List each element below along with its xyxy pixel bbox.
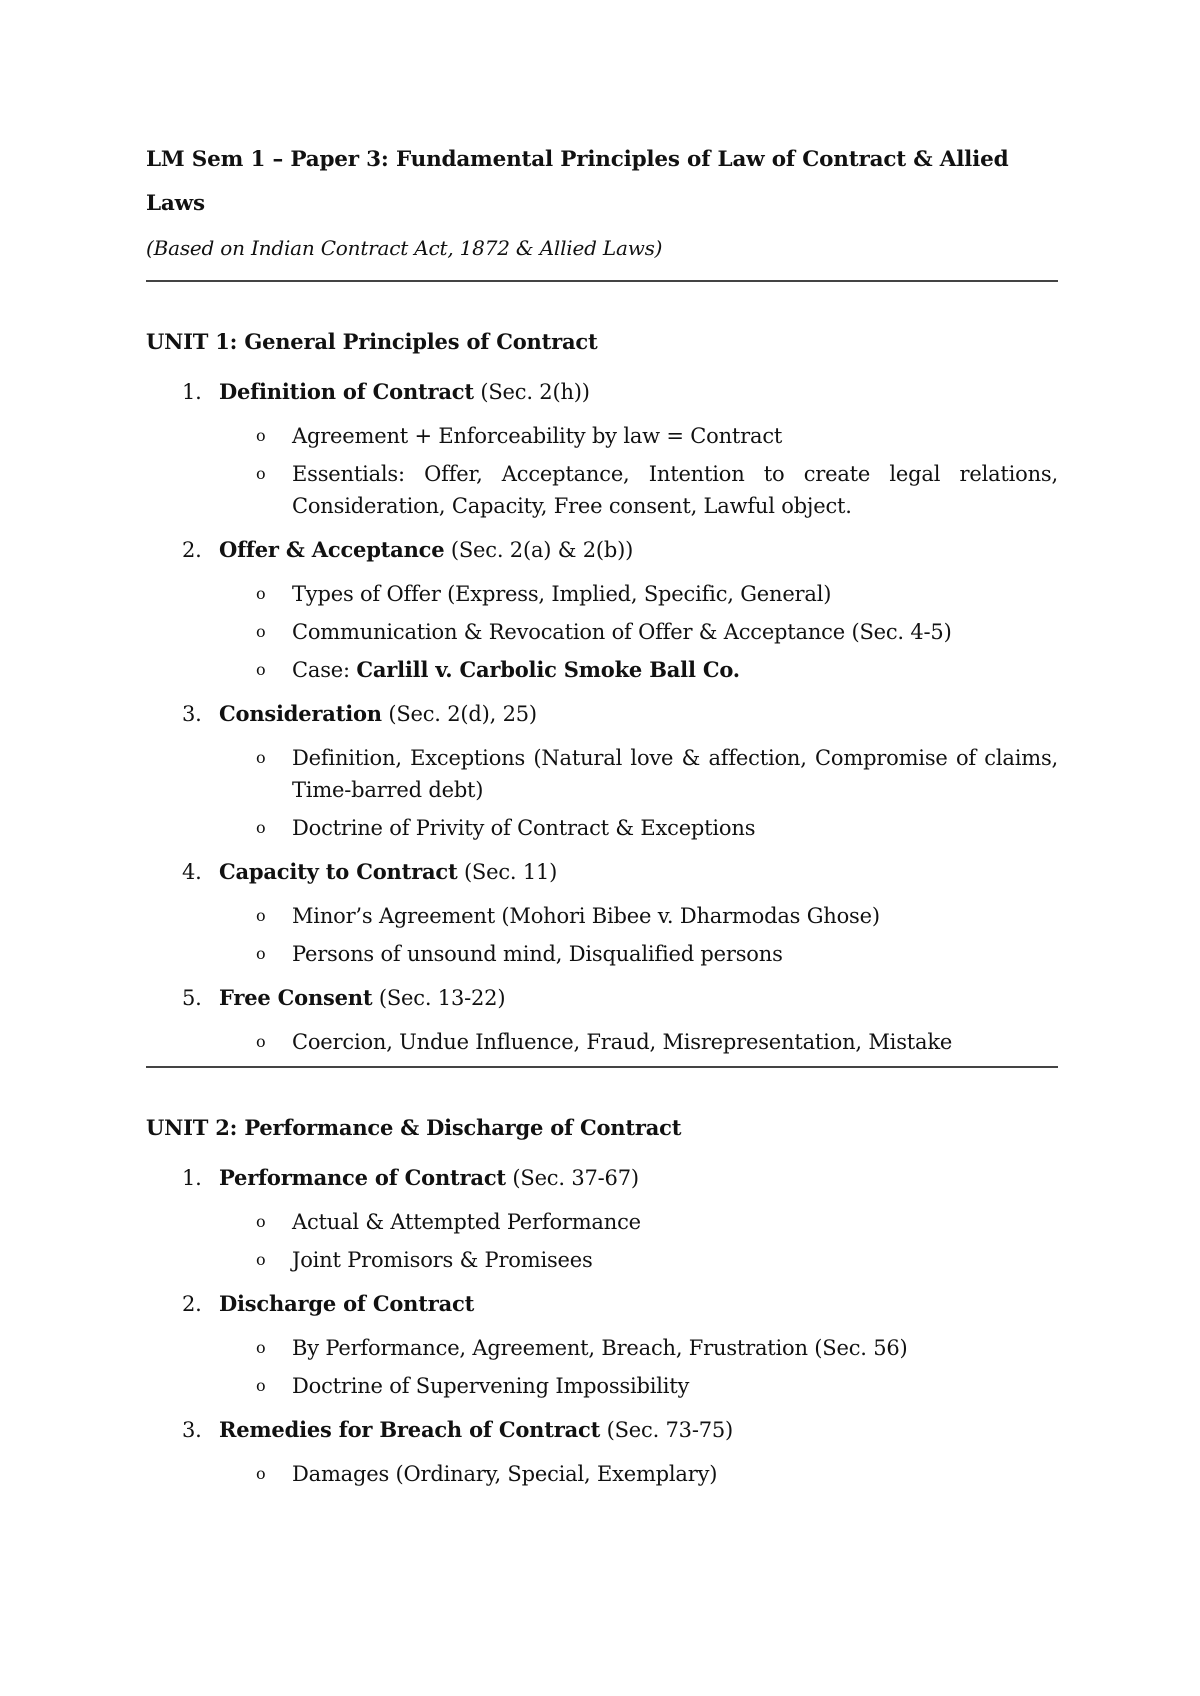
list-item	[146, 1282, 1058, 1326]
bullet-icon: o	[256, 1464, 266, 1483]
item-number: 3.	[182, 702, 202, 726]
item-number: 5.	[182, 986, 202, 1010]
sub-item-text: Definition, Exceptions (Natural love & affection, Compromise of claims, Time-barred debt)	[292, 746, 1058, 802]
unit-heading: UNIT 2: Performance & Discharge of Contract	[146, 1115, 682, 1140]
document-title: LM Sem 1 – Paper 3: Fundamental Principles of Law of Contract & Allied Laws	[146, 147, 1009, 216]
bullet-icon: o	[256, 464, 266, 483]
bullet-icon: o	[256, 1032, 266, 1051]
item-title: Performance of Contract	[219, 1165, 506, 1190]
list-item	[146, 976, 1058, 1020]
item-number: 1.	[182, 1166, 202, 1190]
list-item	[146, 528, 1058, 572]
item-number: 4.	[182, 860, 202, 884]
item-number: 1.	[182, 380, 202, 404]
bullet-icon: o	[256, 426, 266, 445]
list-item	[146, 1408, 1058, 1452]
bullet-icon: o	[256, 748, 266, 767]
item-title: Offer & Acceptance	[219, 537, 445, 562]
bullet-icon: o	[256, 906, 266, 925]
bullet-icon: o	[256, 944, 266, 963]
sub-item-text: Persons of unsound mind, Disqualified persons	[292, 942, 783, 966]
sub-item	[146, 458, 1058, 522]
sub-item	[146, 616, 1058, 648]
sub-item-text: Communication & Revocation of Offer & Acceptance (Sec. 4-5)	[292, 620, 952, 644]
document-page	[146, 138, 1058, 1496]
unit-heading: UNIT 1: General Principles of Contract	[146, 329, 598, 354]
item-section: (Sec. 11)	[457, 860, 558, 884]
item-number: 3.	[182, 1418, 202, 1442]
item-section: (Sec. 37-67)	[505, 1166, 639, 1190]
item-title: Discharge of Contract	[219, 1291, 475, 1316]
sub-item	[146, 938, 1058, 970]
bullet-icon: o	[256, 1250, 266, 1269]
sub-item-text: Doctrine of Supervening Impossibility	[292, 1374, 690, 1398]
sub-item-text: Coercion, Undue Influence, Fraud, Misrepresentation, Mistake	[292, 1030, 953, 1054]
sub-item-text: By Performance, Agreement, Breach, Frustration (Sec. 56)	[292, 1336, 908, 1360]
item-title: Consideration	[219, 701, 382, 726]
sub-item-text: Types of Offer (Express, Implied, Specific, General)	[292, 582, 832, 606]
sub-item	[146, 742, 1058, 806]
sub-item	[146, 654, 1058, 686]
bullet-icon: o	[256, 1212, 266, 1231]
sub-item-text: Agreement + Enforceability by law = Contract	[292, 424, 783, 448]
list-item	[146, 692, 1058, 736]
sub-item	[146, 420, 1058, 452]
sub-item	[146, 812, 1058, 844]
item-section: (Sec. 13-22)	[372, 986, 506, 1010]
sub-item	[146, 1332, 1058, 1364]
divider	[146, 1066, 1058, 1068]
sub-item	[146, 1370, 1058, 1402]
item-section: (Sec. 2(h))	[473, 380, 590, 404]
item-number: 2.	[182, 1292, 202, 1316]
sub-item	[146, 1458, 1058, 1490]
sub-item	[146, 1206, 1058, 1238]
item-section: (Sec. 2(d), 25)	[381, 702, 537, 726]
divider	[146, 280, 1058, 282]
sub-item-text: Joint Promisors & Promisees	[292, 1248, 593, 1272]
item-title: Free Consent	[219, 985, 373, 1010]
item-number: 2.	[182, 538, 202, 562]
sub-item-text: Essentials: Offer, Acceptance, Intention to create legal relations, Consideration, Capacity, Free consent, Lawful object.	[292, 462, 1058, 518]
sub-item	[146, 900, 1058, 932]
sub-item-text: Minor’s Agreement (Mohori Bibee v. Dharmodas Ghose)	[292, 904, 880, 928]
list-item	[146, 1156, 1058, 1200]
sub-item	[146, 1244, 1058, 1276]
sub-item-text: Case:	[292, 658, 357, 682]
item-section: (Sec. 73-75)	[600, 1418, 734, 1442]
bullet-icon: o	[256, 660, 266, 679]
document-subtitle: (Based on Indian Contract Act, 1872 & Allied Laws)	[146, 236, 663, 260]
case-name: Carlill v. Carbolic Smoke Ball Co.	[356, 657, 740, 682]
sub-item-text: Actual & Attempted Performance	[292, 1210, 641, 1234]
item-title: Remedies for Breach of Contract	[219, 1417, 601, 1442]
sub-item	[146, 578, 1058, 610]
list-item	[146, 370, 1058, 414]
bullet-icon: o	[256, 1338, 266, 1357]
list-item	[146, 850, 1058, 894]
bullet-icon: o	[256, 818, 266, 837]
sub-item-text: Damages (Ordinary, Special, Exemplary)	[292, 1462, 718, 1486]
bullet-icon: o	[256, 622, 266, 641]
item-title: Capacity to Contract	[219, 859, 458, 884]
sub-item-text: Doctrine of Privity of Contract & Exceptions	[292, 816, 756, 840]
sub-item	[146, 1026, 1058, 1058]
bullet-icon: o	[256, 1376, 266, 1395]
bullet-icon: o	[256, 584, 266, 603]
item-section: (Sec. 2(a) & 2(b))	[444, 538, 634, 562]
item-title: Definition of Contract	[219, 379, 474, 404]
